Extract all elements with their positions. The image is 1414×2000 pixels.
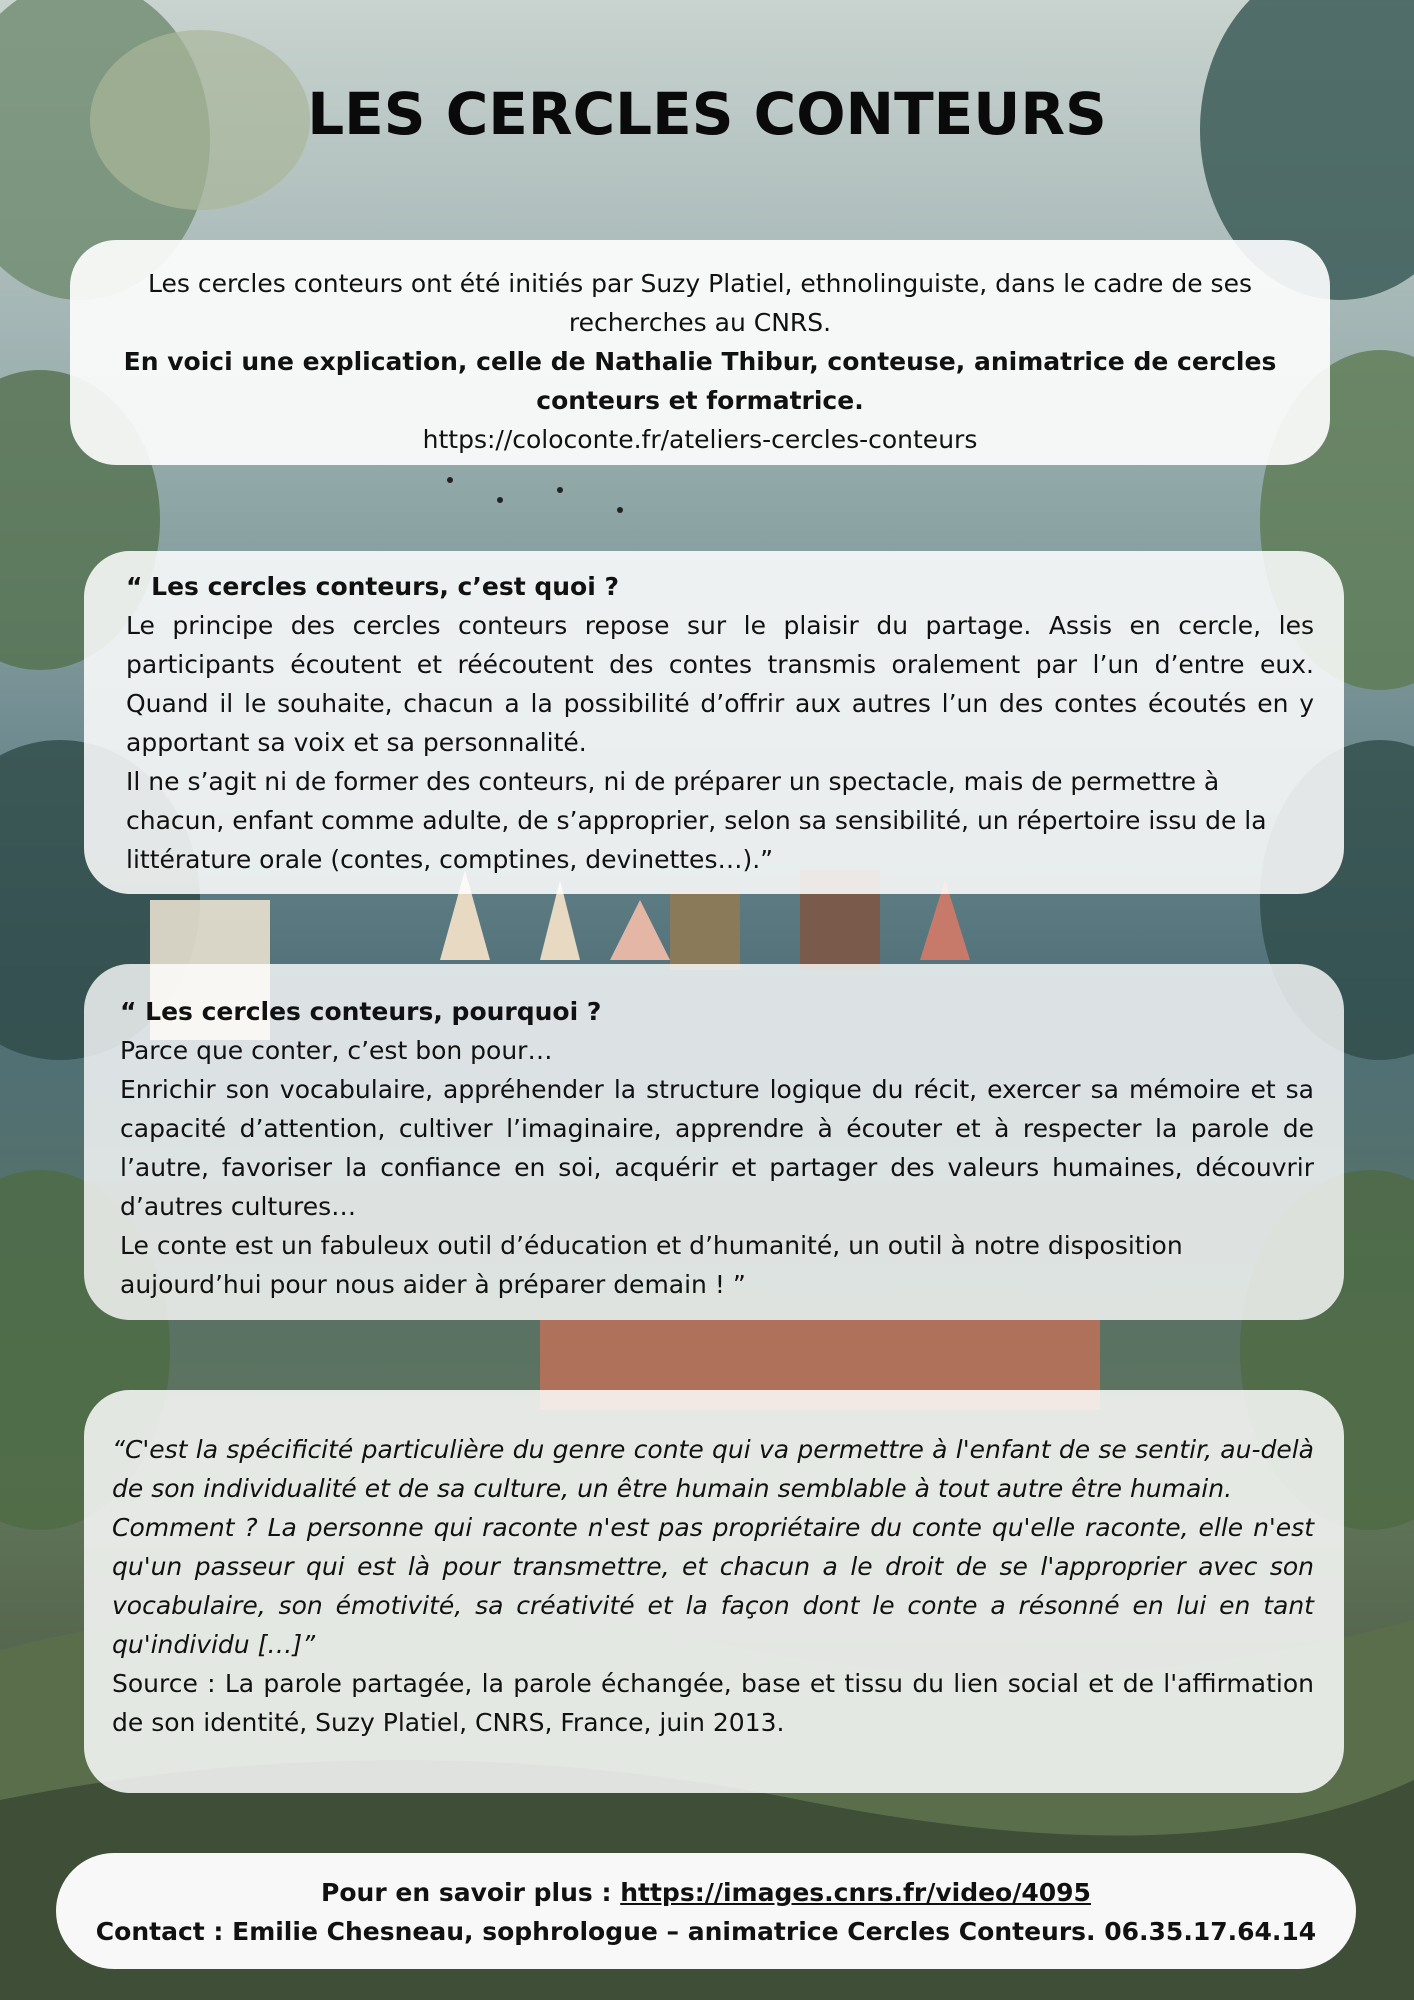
more-info-link[interactable]: https://images.cnrs.fr/video/4095 bbox=[620, 1878, 1091, 1907]
what-heading: “ Les cercles conteurs, c’est quoi ? bbox=[126, 572, 619, 601]
quote-card bbox=[84, 1390, 1344, 1793]
why-paragraph-3: Le conte est un fabuleux outil d’éducation et d’humanité, un outil à notre disposition aujourd’hui pour nous aider à préparer demain ! ” bbox=[120, 1231, 1183, 1299]
what-card bbox=[84, 551, 1344, 894]
why-card bbox=[84, 964, 1344, 1320]
intro-text: Les cercles conteurs ont été initiés par Suzy Platiel, ethnolinguiste, dans le cadre de ses recherches au CNRS. bbox=[147, 269, 1252, 337]
intro-explanation: En voici une explication, celle de Nathalie Thibur, conteuse, animatrice de cercles conteurs et formatrice. bbox=[123, 347, 1277, 415]
intro-card bbox=[70, 240, 1330, 465]
why-heading: “ Les cercles conteurs, pourquoi ? bbox=[120, 997, 602, 1026]
quote-paragraph-2: Comment ? La personne qui raconte n'est pas propriétaire du conte qu'elle raconte, elle n'est qu'un passeur qui est là pour transmettre, et chacun a le droit de se l'approprier avec son vocabulaire, son émotivité, sa créativité et la façon dont le conte a résonné en lui en tant qu'individu […]” bbox=[112, 1513, 1314, 1659]
quote-source: Source : La parole partagée, la parole échangée, base et tissu du lien social et de l'affirmation de son identité, Suzy Platiel, CNRS, France, juin 2013. bbox=[112, 1669, 1314, 1737]
what-paragraph-2: Il ne s’agit ni de former des conteurs, ni de préparer un spectacle, mais de permettre à chacun, enfant comme adulte, de s’approprier, selon sa sensibilité, un répertoire issu de la littérature orale (contes, comptines, devinettes…).” bbox=[126, 767, 1267, 874]
why-paragraph-1: Parce que conter, c’est bon pour… bbox=[120, 1036, 553, 1065]
page-title: LES CERCLES CONTEURS bbox=[307, 80, 1107, 148]
contact-line: Contact : Emilie Chesneau, sophrologue – animatrice Cercles Conteurs. 06.35.17.64.14 bbox=[95, 1917, 1317, 1946]
more-info-line bbox=[76, 1873, 1336, 1912]
what-paragraph-1: Le principe des cercles conteurs repose sur le plaisir du partage. Assis en cercle, les participants écoutent et réécoutent des contes transmis oralement par l’un d’entre eux. Quand il le souhaite, chacun a la possibilité d’offrir aux autres l’un des contes écoutés en y apportant sa voix et sa personnalité. bbox=[126, 611, 1314, 757]
intro-link[interactable]: https://coloconte.fr/ateliers-cercles-conteurs bbox=[422, 425, 978, 454]
footer-card bbox=[56, 1853, 1356, 1969]
more-info-label: Pour en savoir plus : bbox=[321, 1878, 621, 1907]
quote-paragraph-1: “C'est la spécificité particulière du genre conte qui va permettre à l'enfant de se sentir, au-delà de son individualité et de sa culture, un être humain semblable à tout autre être humain. bbox=[112, 1435, 1314, 1503]
why-paragraph-2: Enrichir son vocabulaire, appréhender la structure logique du récit, exercer sa mémoire et sa capacité d’attention, cultiver l’imaginaire, apprendre à écouter et à respecter la parole de l’autre, favoriser la confiance en soi, acquérir et partager des valeurs humaines, découvrir d’autres cultures… bbox=[120, 1075, 1314, 1221]
